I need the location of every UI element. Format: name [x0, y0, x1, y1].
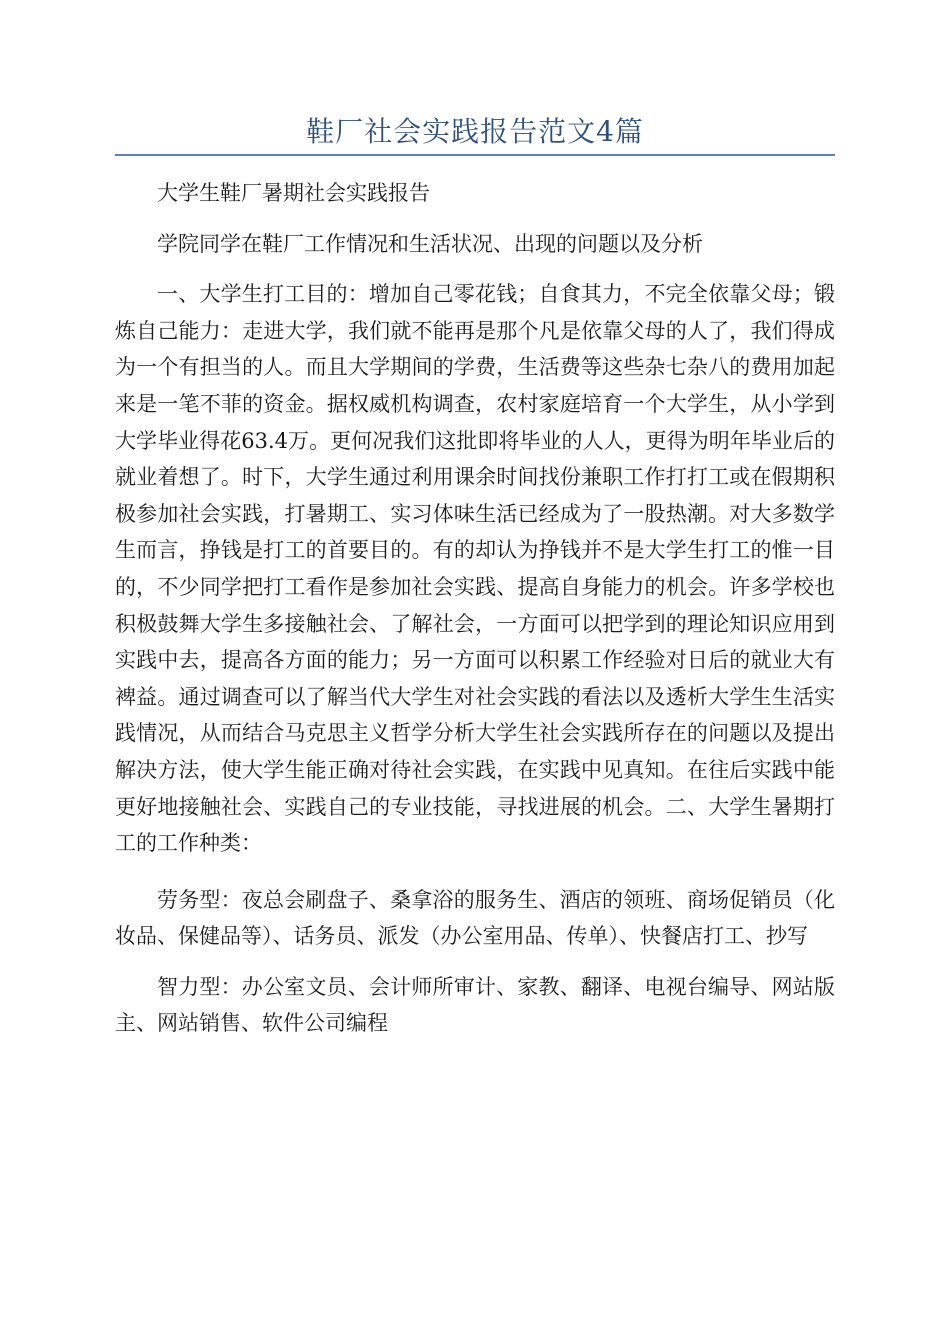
title-underline	[115, 154, 835, 156]
paragraph-labor-type: 劳务型：夜总会刷盘子、桑拿浴的服务生、酒店的领班、商场促销员（化妆品、保健品等）、话务员、派发（办公室用品、传单）、快餐店打工、抄写	[115, 887, 835, 949]
paragraph-topic: 学院同学在鞋厂工作情况和生活状况、出现的问题以及分析	[157, 231, 703, 256]
document-body	[115, 175, 835, 1056]
paragraph-intellectual-type: 智力型：办公室文员、会计师所审计、家教、翻译、电视台编导、网站版主、网站销售、软件公司编程	[115, 974, 835, 1036]
paragraph-subtitle: 大学生鞋厂暑期社会实践报告	[157, 181, 430, 205]
document-title: 鞋厂社会实践报告范文4篇	[306, 115, 644, 148]
paragraph-purpose: 一、大学生打工目的：增加自己零花钱；自食其力，不完全依靠父母；锻炼自己能力：走进大学，我们就不能再是那个凡是依靠父母的人了，我们得成为一个有担当的人。而且大学期间的学费，生活费等这些杂七杂八的费用加起来是一笔不菲的资金。据权威机构调查，农村家庭培育一个大学生，从小学到大学毕业得花63.4万。更何况我们这批即将毕业的人人，更得为明年毕业后的就业着想了。时下，大学生通过利用课余时间找份兼职工作打打工或在假期积极参加社会实践，打暑期工、实习体味生活已经成为了一股热潮。对大多数学生而言，挣钱是打工的首要目的。有的却认为挣钱并不是大学生打工的惟一目的，不少同学把打工看作是参加社会实践、提高自身能力的机会。许多学校也积极鼓舞大学生多接触社会、了解社会，一方面可以把学到的理论知识应用到实践中去，提高各方面的能力；另一方面可以积累工作经验对日后的就业大有裨益。通过调查可以了解当代大学生对社会实践的看法以及透析大学生生活实践情况，从而结合马克思主义哲学分析大学生社会实践所存在的问题以及提出解决方法，使大学生能正确对待社会实践，在实践中见真知。在往后实践中能更好地接触社会、实践自己的专业技能，寻找进展的机会。二、大学生暑期打工的工作种类：	[115, 282, 835, 856]
